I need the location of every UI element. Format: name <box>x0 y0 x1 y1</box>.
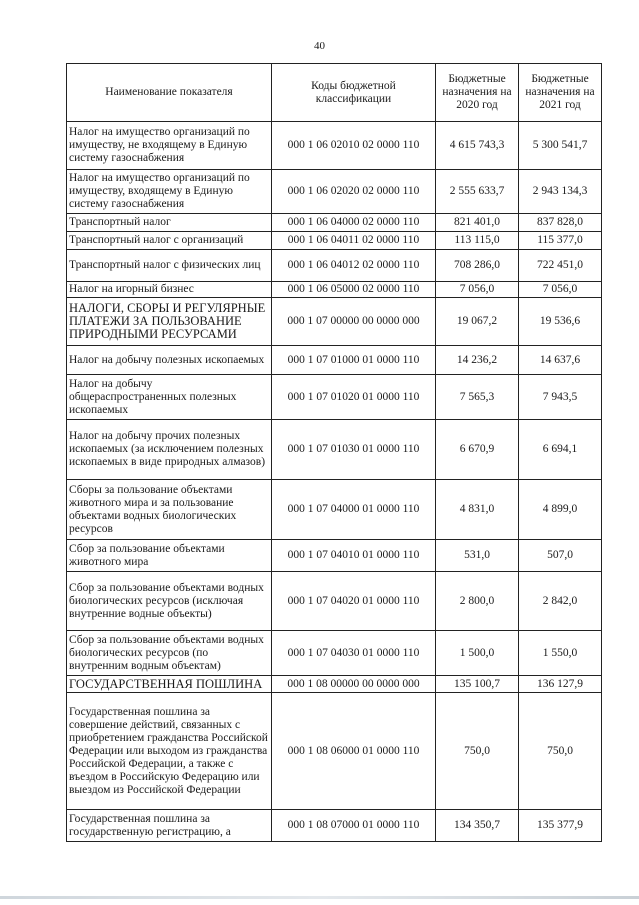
row-code: 000 1 07 00000 00 0000 000 <box>272 298 436 346</box>
table-row <box>67 282 602 298</box>
row-value-2021: 722 451,0 <box>519 250 602 282</box>
row-code: 000 1 06 04011 02 0000 110 <box>272 232 436 250</box>
row-value-2021: 19 536,6 <box>519 298 602 346</box>
row-value-2021: 1 550,0 <box>519 631 602 676</box>
row-code: 000 1 08 00000 00 0000 000 <box>272 676 436 693</box>
row-value-2020: 1 500,0 <box>436 631 519 676</box>
row-value-2021: 136 127,9 <box>519 676 602 693</box>
row-name: Сбор за пользование объектами животного мира <box>67 540 272 572</box>
row-name: Государственная пошлина за совершение действий, связанных с приобретением гражданства Российской Федерации или выходом из гражданства Российской Федерации, а также с въездом в Российскую Федерацию или выездом из Российской Федерации <box>67 693 272 810</box>
row-code: 000 1 07 01020 01 0000 110 <box>272 375 436 420</box>
table-row <box>67 346 602 375</box>
row-name: ГОСУДАРСТВЕННАЯ ПОШЛИНА <box>67 676 272 693</box>
row-name: Государственная пошлина за государственную регистрацию, а <box>67 810 272 842</box>
table-row <box>67 676 602 693</box>
scan-edge-artifact <box>0 896 639 899</box>
row-value-2021: 135 377,9 <box>519 810 602 842</box>
row-name: Налог на добычу прочих полезных ископаемых (за исключением полезных ископаемых в виде природных алмазов) <box>67 420 272 480</box>
table-row <box>67 540 602 572</box>
table-row <box>67 214 602 232</box>
row-name: Сбор за пользование объектами водных биологических ресурсов (исключая внутренние водные объекты) <box>67 572 272 631</box>
row-value-2020: 708 286,0 <box>436 250 519 282</box>
row-value-2020: 135 100,7 <box>436 676 519 693</box>
row-value-2021: 837 828,0 <box>519 214 602 232</box>
table-row <box>67 631 602 676</box>
row-value-2021: 5 300 541,7 <box>519 122 602 170</box>
table-row <box>67 693 602 810</box>
row-code: 000 1 07 04020 01 0000 110 <box>272 572 436 631</box>
row-value-2021: 4 899,0 <box>519 480 602 540</box>
row-name: Налог на имущество организаций по имуществу, не входящему в Единую систему газоснабжения <box>67 122 272 170</box>
row-value-2020: 531,0 <box>436 540 519 572</box>
header-code: Коды бюджетной классификации <box>272 64 436 122</box>
row-value-2021: 14 637,6 <box>519 346 602 375</box>
budget-table <box>66 63 602 842</box>
row-value-2020: 2 800,0 <box>436 572 519 631</box>
row-value-2020: 4 615 743,3 <box>436 122 519 170</box>
header-2021: Бюджетные назначения на 2021 год <box>519 64 602 122</box>
row-code: 000 1 06 05000 02 0000 110 <box>272 282 436 298</box>
row-code: 000 1 07 01030 01 0000 110 <box>272 420 436 480</box>
row-code: 000 1 07 01000 01 0000 110 <box>272 346 436 375</box>
row-name: Налог на добычу общераспространенных полезных ископаемых <box>67 375 272 420</box>
table-row <box>67 122 602 170</box>
row-value-2020: 14 236,2 <box>436 346 519 375</box>
row-name: НАЛОГИ, СБОРЫ И РЕГУЛЯРНЫЕ ПЛАТЕЖИ ЗА ПОЛЬЗОВАНИЕ ПРИРОДНЫМИ РЕСУРСАМИ <box>67 298 272 346</box>
row-name: Сбор за пользование объектами водных биологических ресурсов (по внутренним водным объектам) <box>67 631 272 676</box>
row-value-2021: 750,0 <box>519 693 602 810</box>
row-name: Транспортный налог <box>67 214 272 232</box>
row-value-2021: 6 694,1 <box>519 420 602 480</box>
row-code: 000 1 06 02010 02 0000 110 <box>272 122 436 170</box>
table-row <box>67 232 602 250</box>
row-code: 000 1 06 04000 02 0000 110 <box>272 214 436 232</box>
row-value-2020: 821 401,0 <box>436 214 519 232</box>
row-code: 000 1 07 04000 01 0000 110 <box>272 480 436 540</box>
table-row <box>67 250 602 282</box>
page-number: 40 <box>314 40 325 52</box>
row-value-2020: 113 115,0 <box>436 232 519 250</box>
table-row <box>67 420 602 480</box>
table-row <box>67 170 602 214</box>
row-code: 000 1 08 06000 01 0000 110 <box>272 693 436 810</box>
row-name: Сборы за пользование объектами животного мира и за пользование объектами водных биологических ресурсов <box>67 480 272 540</box>
table-row <box>67 810 602 842</box>
row-name: Транспортный налог с организаций <box>67 232 272 250</box>
row-value-2020: 2 555 633,7 <box>436 170 519 214</box>
row-value-2021: 2 842,0 <box>519 572 602 631</box>
table-header-row <box>67 64 602 122</box>
row-value-2021: 7 056,0 <box>519 282 602 298</box>
row-value-2021: 7 943,5 <box>519 375 602 420</box>
row-code: 000 1 07 04030 01 0000 110 <box>272 631 436 676</box>
row-name: Налог на игорный бизнес <box>67 282 272 298</box>
row-code: 000 1 07 04010 01 0000 110 <box>272 540 436 572</box>
row-code: 000 1 08 07000 01 0000 110 <box>272 810 436 842</box>
row-value-2021: 115 377,0 <box>519 232 602 250</box>
row-code: 000 1 06 04012 02 0000 110 <box>272 250 436 282</box>
row-value-2020: 7 056,0 <box>436 282 519 298</box>
row-value-2021: 2 943 134,3 <box>519 170 602 214</box>
row-value-2020: 134 350,7 <box>436 810 519 842</box>
header-2020: Бюджетные назначения на 2020 год <box>436 64 519 122</box>
row-name: Транспортный налог с физических лиц <box>67 250 272 282</box>
row-value-2021: 507,0 <box>519 540 602 572</box>
row-value-2020: 750,0 <box>436 693 519 810</box>
row-name: Налог на добычу полезных ископаемых <box>67 346 272 375</box>
table-row <box>67 298 602 346</box>
table-row <box>67 480 602 540</box>
row-value-2020: 6 670,9 <box>436 420 519 480</box>
row-code: 000 1 06 02020 02 0000 110 <box>272 170 436 214</box>
row-name: Налог на имущество организаций по имуществу, входящему в Единую систему газоснабжения <box>67 170 272 214</box>
header-name: Наименование показателя <box>67 64 272 122</box>
row-value-2020: 7 565,3 <box>436 375 519 420</box>
table-row <box>67 375 602 420</box>
table-row <box>67 572 602 631</box>
row-value-2020: 19 067,2 <box>436 298 519 346</box>
row-value-2020: 4 831,0 <box>436 480 519 540</box>
